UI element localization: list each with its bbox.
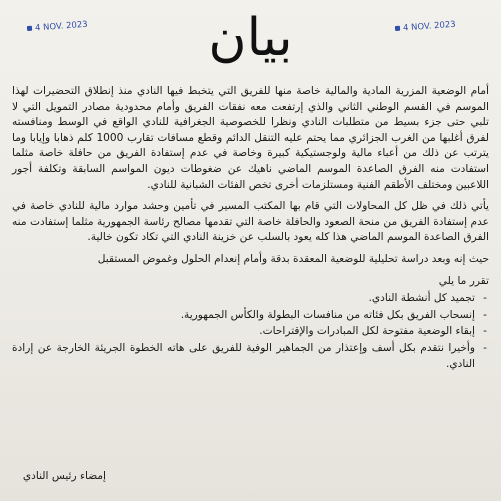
paragraph-situation: أمام الوضعية المزرية المادية والمالية خاصة منها للفريق التي يتخبط فيها النادي منذ إنطلاق التحضيرات لهذا الموسم في القسم الوطني الثاني والذي إرتفعت معه نفقات الفريق وأمام محدودية مصادر التمويل التي لا تلبي حتى جزء بسيط من متطلبات النادي ونظرا للخصوصية الجغرافية للنادي الواقع في الوسط ومنافسته لفرق أغلبها من الغرب الجزائري مما يحتم عليه التنقل الدائم وقطع مسافات تقارب 1000 كلم ذهابا وإيابا وما يترتب عن ذلك من أعباء مالية ولوجستيكية كبيرة وخاصة في عدم إستفادة الفريق من حافلة خاصة مثلما استفادت منه الفرق الصاعدة الموسم الماضي ناهيك عن ضغوطات ديون المواسم السابقة وتكلفة أجور اللاعبين ومختلف الأطقم الفنية ومستلزمات أخرى تخص الفئات الشبانية للنادي. <box>12 85 489 191</box>
date-stamp-left-text: 4 NOV. 2023 <box>34 19 89 34</box>
statement-body <box>12 84 489 373</box>
list-item: - إنسحاب الفريق بكل فئاته من منافسات البطولة والكأس الجمهورية. <box>12 308 475 324</box>
page-title: بيان <box>208 8 293 68</box>
decision-lead: تقرر ما يلي <box>438 274 489 287</box>
date-stamp-right-text: 4 NOV. 2023 <box>402 19 457 34</box>
list-item: - تجميد كل أنشطة النادي. <box>12 291 475 307</box>
list-item: - إبقاء الوضعية مفتوحة لكل المبادرات والإقتراحات. <box>12 324 475 340</box>
paragraph-analysis: حيث إنه وبعد دراسة تحليلية للوضعية المعقدة بدقة وأمام إنعدام الحلول وغموض المستقبل <box>97 252 489 265</box>
decisions-list <box>12 291 489 372</box>
signature-line: إمضاء رئيس النادي <box>22 470 106 482</box>
paragraph-efforts: يأتي ذلك في ظل كل المحاولات التي قام بها المكتب المسير في تأمين وحشد موارد مالية للنادي خاصة في عدم إستفادة الفريق من منحة الصعود والحافلة خاصة التي تقدمها مصالح رئاسة الجمهورية مثلما إستفادت منه الفرق الصاعدة الموسم الماضي هذا كله يعود بالسلب عن خزينة النادي التي تكاد تكون خالية. <box>12 200 489 244</box>
list-item: - وأخيرا نتقدم بكل أسف وإعتذار من الجماهير الوفية للفريق على هاته الخطوة الجريئة الخارجة عن إرادة النادي. <box>12 341 475 372</box>
stamp-mark-icon <box>395 26 400 31</box>
